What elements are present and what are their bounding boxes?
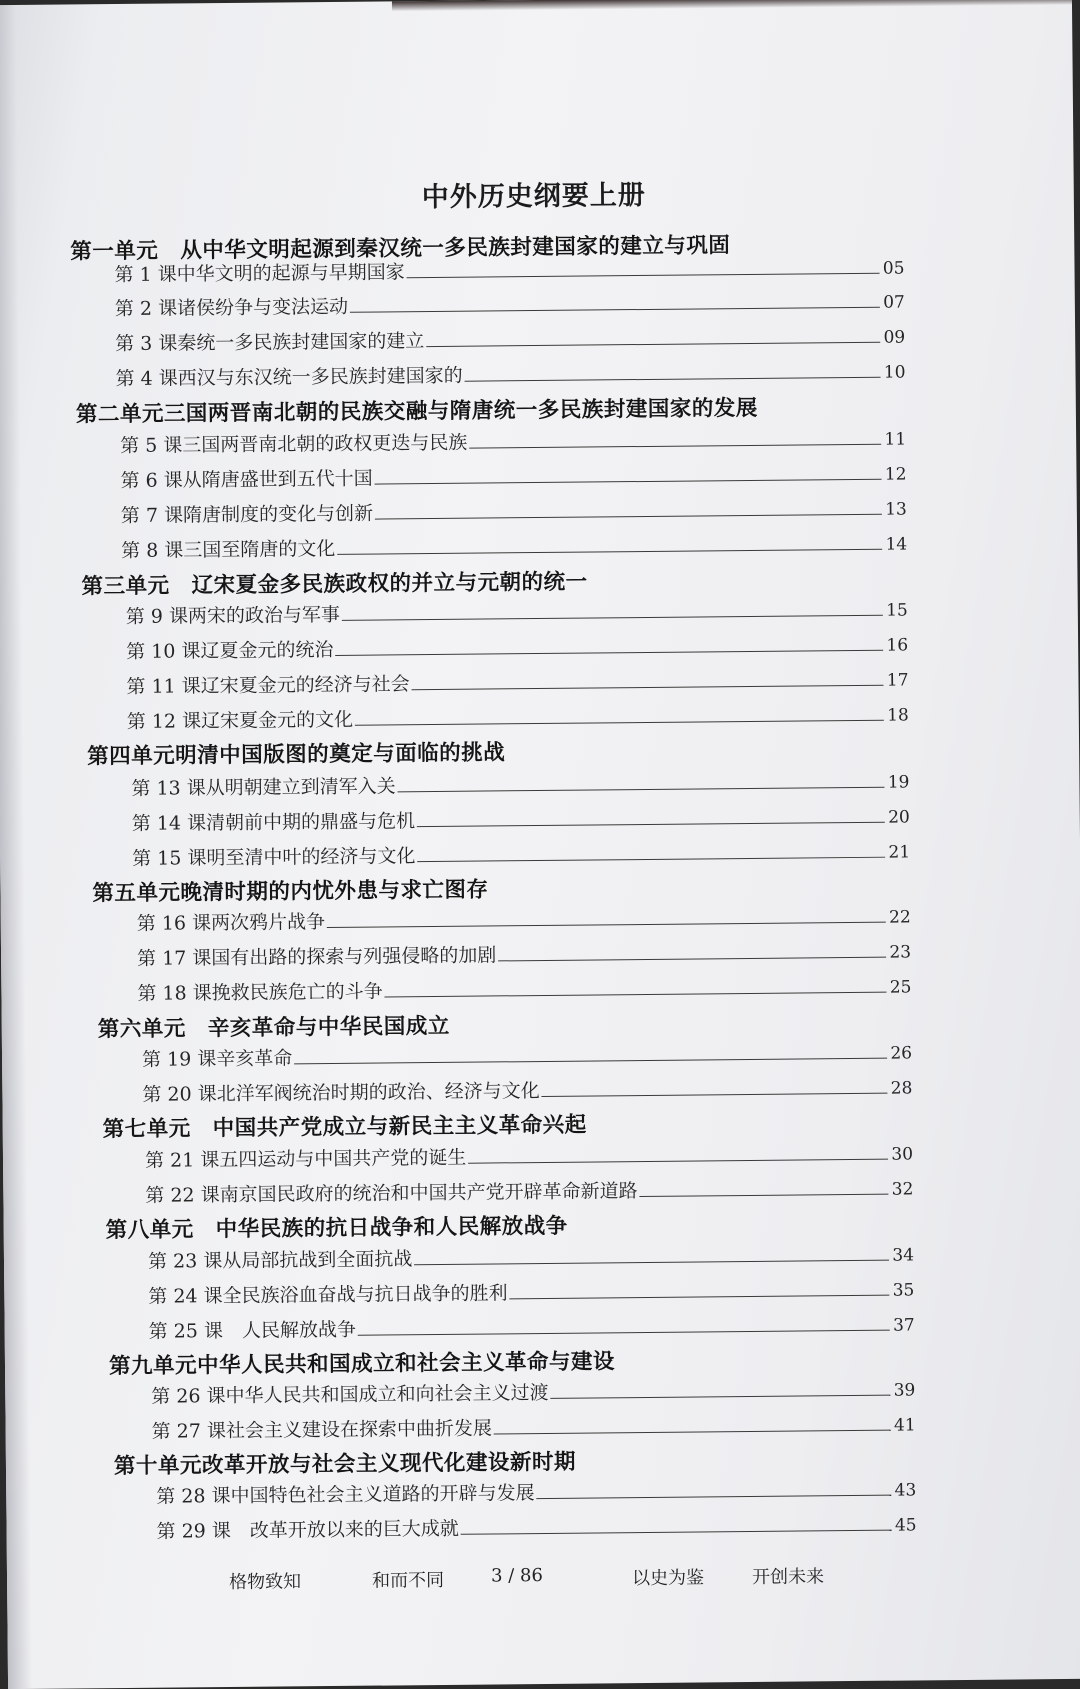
leader-line — [407, 273, 880, 279]
lesson-entry — [148, 1274, 914, 1308]
lesson-title: 第 9 课两宋的政治与军事 — [125, 603, 341, 628]
page-number: 20 — [888, 807, 910, 828]
lesson-title: 第 16 课两次鸦片战争 — [136, 911, 326, 935]
page-number: 13 — [885, 499, 907, 520]
leader-line — [542, 1093, 888, 1097]
leader-line — [375, 514, 882, 520]
page-number: 05 — [882, 258, 905, 279]
page-number: 37 — [892, 1315, 915, 1336]
page-number: 18 — [887, 705, 909, 726]
lesson-title: 第 12 课辽宋夏金元的文化 — [126, 708, 354, 733]
page-indicator: 3 / 86 — [490, 1565, 544, 1587]
page-number: 43 — [894, 1480, 917, 1501]
page-number: 10 — [883, 362, 906, 383]
page-number: 28 — [890, 1078, 913, 1099]
page-number: 16 — [886, 635, 909, 656]
lesson-entry — [148, 1239, 914, 1273]
unit-heading: 第七单元 中国共产党成立与新民主主义革命兴起 — [102, 1112, 587, 1143]
lesson-entry — [115, 321, 905, 356]
lesson-title: 第 14 课清朝前中期的鼎盛与危机 — [131, 810, 416, 835]
lesson-title: 第 8 课三国至隋唐的文化 — [121, 537, 336, 563]
lesson-entry — [126, 629, 908, 664]
lesson-entry — [151, 1409, 915, 1443]
page-number: 09 — [883, 327, 906, 348]
lesson-entry — [137, 971, 911, 1005]
leader-line — [414, 1260, 889, 1266]
leader-line — [417, 857, 885, 862]
lesson-title: 第 3 课秦统一多民族封建国家的建立 — [115, 330, 425, 356]
leader-line — [468, 1159, 888, 1164]
leader-line — [342, 615, 883, 621]
lesson-entry — [151, 1374, 915, 1408]
lesson-title: 第 24 课全民族浴血奋战与抗日战争的胜利 — [148, 1282, 508, 1308]
page-number: 07 — [883, 292, 905, 313]
page-number: 23 — [889, 942, 912, 963]
leader-line — [337, 549, 882, 555]
unit-heading: 第四单元明清中国版图的奠定与面临的挑战 — [87, 740, 506, 770]
lesson-entry — [137, 901, 911, 935]
lesson-entry — [121, 528, 907, 563]
lesson-title: 第 18 课挽救民族危亡的斗争 — [137, 980, 383, 1005]
leader-line — [294, 1058, 887, 1065]
lesson-title: 第 19 课辛亥革命 — [141, 1047, 293, 1071]
leader-line — [335, 650, 883, 656]
leader-line — [461, 1530, 892, 1535]
page-number: 21 — [888, 842, 911, 863]
footer-motto-2: 和而不同 — [371, 1569, 445, 1592]
lesson-title: 第 15 课明至清中叶的经济与文化 — [132, 845, 416, 870]
page-edge-shadow — [0, 5, 32, 1689]
leader-line — [398, 787, 885, 793]
lesson-title: 第 28 课中国特色社会主义道路的开辟与发展 — [156, 1482, 535, 1508]
page-number: 14 — [885, 534, 908, 555]
lesson-entry — [120, 458, 906, 493]
leader-line — [465, 377, 881, 382]
lesson-entry — [115, 286, 905, 321]
leader-line — [417, 822, 885, 827]
page-number: 39 — [893, 1380, 916, 1401]
lesson-entry — [115, 356, 905, 391]
lesson-title: 第 23 课从局部抗战到全面抗战 — [147, 1248, 413, 1273]
page-number: 22 — [889, 907, 911, 928]
lesson-entry — [127, 699, 909, 734]
lesson-entry — [126, 594, 908, 629]
lesson-entry — [142, 1037, 912, 1071]
page-number: 19 — [887, 772, 910, 793]
page-number: 32 — [891, 1179, 914, 1200]
page-number: 12 — [884, 464, 907, 485]
page-number: 30 — [891, 1144, 914, 1165]
leader-line — [412, 685, 884, 691]
leader-line — [358, 1330, 890, 1336]
leader-line — [510, 1295, 890, 1300]
page-number: 26 — [890, 1043, 913, 1064]
leader-line — [327, 922, 886, 928]
page-number: 17 — [886, 670, 909, 691]
lesson-entry — [126, 664, 908, 699]
page-title: 中外历史纲要上册 — [421, 179, 646, 214]
page-number: 41 — [893, 1415, 916, 1436]
unit-heading: 第二单元三国两晋南北朝的民族交融与隋唐统一多民族封建国家的发展 — [75, 395, 758, 428]
leader-line — [551, 1395, 891, 1399]
lesson-title: 第 29 课 改革开放以来的巨大成就 — [156, 1517, 459, 1543]
lesson-title: 第 13 课从明朝建立到清军入关 — [131, 775, 396, 800]
unit-heading: 第一单元 从中华文明起源到秦汉统一多民族封建国家的建立与巩固 — [70, 233, 731, 265]
lesson-title: 第 1 课中华文明的起源与早期国家 — [114, 261, 405, 287]
page-number: 34 — [892, 1245, 915, 1266]
lesson-entry — [132, 836, 910, 870]
background-edge — [392, 0, 1072, 11]
lesson-title: 第 25 课 人民解放战争 — [148, 1318, 357, 1343]
lesson-title: 第 22 课南京国民政府的统治和中国共产党开辟革命新道路 — [145, 1180, 638, 1207]
lesson-title: 第 10 课辽夏金元的统治 — [126, 638, 334, 663]
page-number: 15 — [886, 600, 908, 621]
unit-heading: 第五单元晚清时期的内忧外患与求亡图存 — [92, 877, 489, 907]
lesson-entry — [145, 1138, 913, 1172]
lesson-entry — [132, 801, 910, 835]
lesson-entry — [120, 423, 906, 458]
lesson-entry — [156, 1509, 916, 1543]
footer-motto-4: 开创未来 — [751, 1566, 825, 1588]
page-number: 25 — [889, 977, 912, 998]
leader-line — [350, 307, 880, 313]
lesson-entry — [156, 1474, 916, 1508]
lesson-entry — [145, 1173, 913, 1207]
lesson-entry — [131, 766, 909, 800]
lesson-title: 第 6 课从隋唐盛世到五代十国 — [120, 467, 373, 493]
lesson-title: 第 26 课中华人民共和国成立和向社会主义过渡 — [151, 1381, 549, 1408]
unit-heading: 第十单元改革开放与社会主义现代化建设新时期 — [113, 1449, 577, 1480]
leader-line — [640, 1194, 889, 1197]
lesson-title: 第 17 课国有出路的探索与列强侵略的加剧 — [136, 944, 497, 970]
lesson-entry — [137, 936, 911, 970]
leader-line — [375, 479, 882, 485]
footer-motto-1: 格物致知 — [228, 1571, 302, 1594]
lesson-title: 第 2 课诸侯纷争与变法运动 — [114, 295, 349, 321]
page-number: 45 — [894, 1515, 917, 1536]
lesson-title: 第 7 课隋唐制度的变化与创新 — [120, 502, 374, 528]
lesson-title: 第 27 课社会主义建设在探索中曲折发展 — [151, 1417, 492, 1443]
leader-line — [426, 342, 880, 347]
leader-line — [469, 444, 881, 449]
footer-motto-3: 以史为鉴 — [631, 1567, 705, 1590]
lesson-title: 第 20 课北洋军阀统治时期的政治、经济与文化 — [142, 1080, 540, 1106]
unit-heading: 第八单元 中华民族的抗日战争和人民解放战争 — [105, 1213, 568, 1244]
lesson-title: 第 11 课辽宋夏金元的经济与社会 — [126, 673, 410, 698]
leader-line — [385, 992, 887, 998]
lesson-title: 第 21 课五四运动与中国共产党的诞生 — [144, 1146, 467, 1172]
unit-heading: 第九单元中华人民共和国成立和社会主义革命与建设 — [108, 1349, 616, 1380]
leader-line — [498, 957, 886, 962]
page-number: 35 — [892, 1280, 915, 1301]
lesson-entry — [121, 493, 907, 528]
lesson-entry — [149, 1309, 915, 1343]
lesson-title: 第 5 课三国两晋南北朝的政权更迭与民族 — [120, 431, 468, 458]
lesson-title: 第 4 课西汉与东汉统一多民族封建国家的 — [115, 364, 463, 391]
unit-heading: 第六单元 辛亥革命与中华民国成立 — [97, 1013, 450, 1043]
leader-line — [355, 720, 884, 726]
leader-line — [537, 1495, 892, 1499]
lesson-entry — [142, 1072, 912, 1106]
unit-heading: 第三单元 辽宋夏金多民族政权的并立与元朝的统一 — [81, 569, 588, 600]
leader-line — [494, 1430, 891, 1435]
page-number: 11 — [884, 429, 907, 450]
